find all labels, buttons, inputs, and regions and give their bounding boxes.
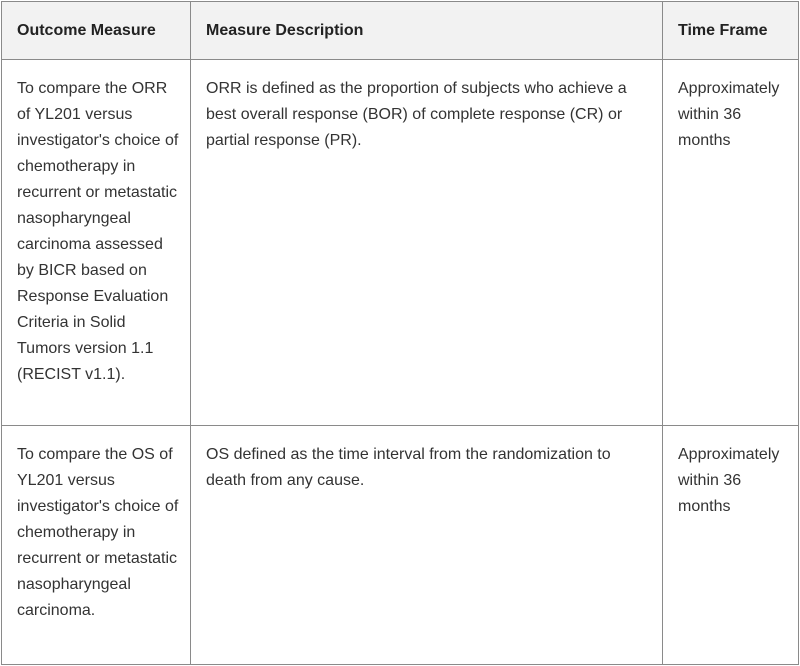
- cell-measure-description: OS defined as the time interval from the randomization to death from any cause.: [191, 426, 663, 665]
- cell-measure-description: ORR is defined as the proportion of subjects who achieve a best overall response (BOR) of complete response (CR) or partial response (PR).: [191, 60, 663, 426]
- header-measure-description: Measure Description: [191, 2, 663, 60]
- cell-outcome-measure: To compare the OS of YL201 versus investigator's choice of chemotherapy in recurrent or metastatic nasopharyngeal carcinoma.: [2, 426, 191, 665]
- header-outcome-measure: Outcome Measure: [2, 2, 191, 60]
- header-time-frame: Time Frame: [663, 2, 799, 60]
- cell-time-frame: Approximately within 36 months: [663, 426, 799, 665]
- outcome-measures-table: [1, 1, 799, 665]
- cell-time-frame: Approximately within 36 months: [663, 60, 799, 426]
- table-header-row: [2, 2, 799, 60]
- cell-outcome-measure: To compare the ORR of YL201 versus investigator's choice of chemotherapy in recurrent or metastatic nasopharyngeal carcinoma assessed by BICR based on Response Evaluation Criteria in Solid Tumors version 1.1 (RECIST v1.1).: [2, 60, 191, 426]
- table-row: [2, 426, 799, 665]
- table-row: [2, 60, 799, 426]
